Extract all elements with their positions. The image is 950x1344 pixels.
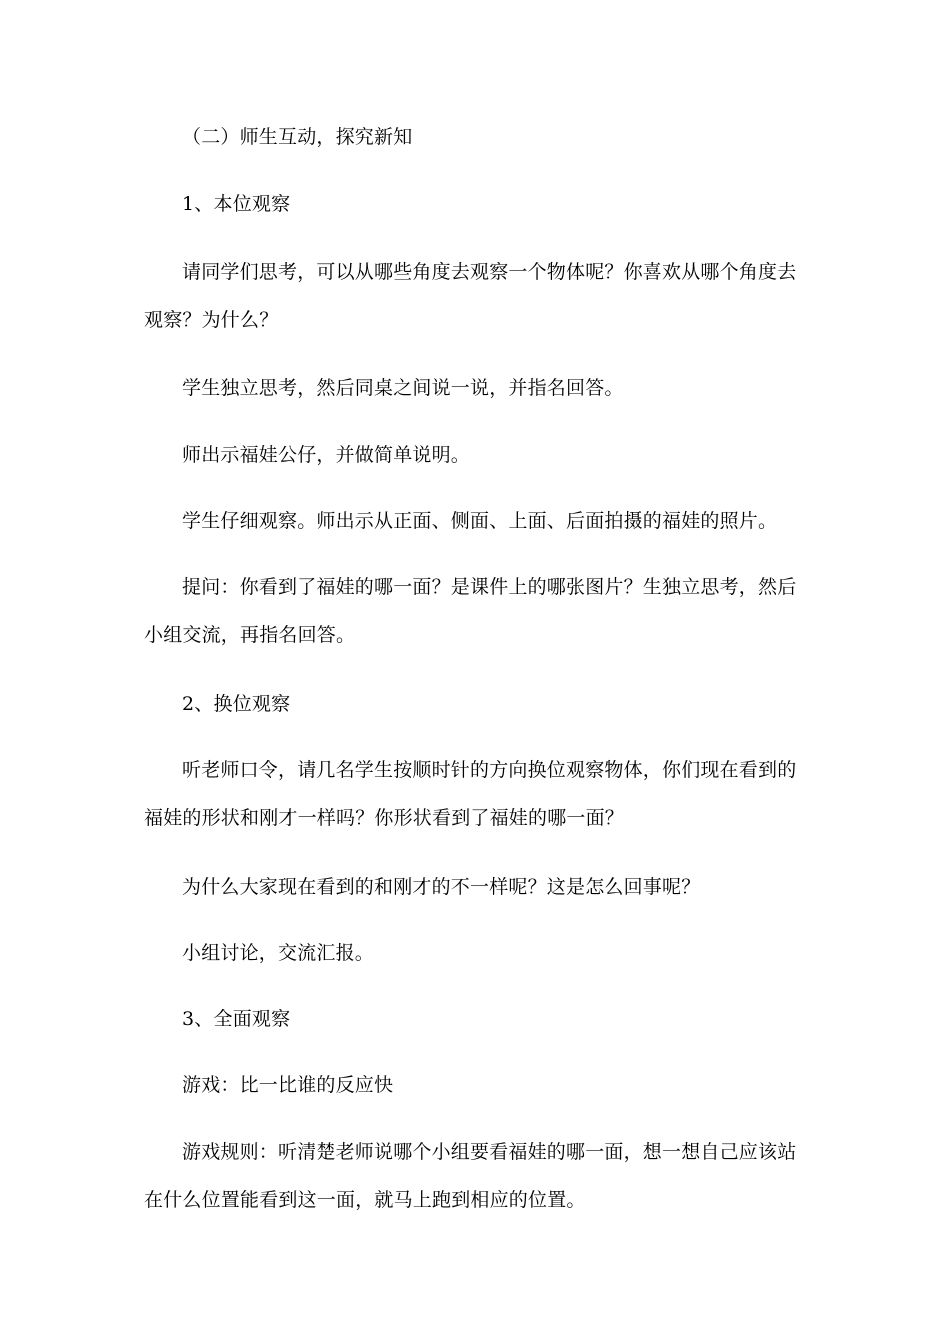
section-heading: （二）师生互动，探究新知 xyxy=(182,126,413,148)
subsection-heading-3: 3、全面观察 xyxy=(182,1008,291,1030)
paragraph-question: 请同学们思考，可以从哪些角度去观察一个物体呢？你喜欢从哪个角度去观察？为什么？ xyxy=(144,261,797,331)
paragraph-student-think: 学生独立思考，然后同桌之间说一说，并指名回答。 xyxy=(182,377,624,399)
paragraph-observe: 学生仔细观察。师出示从正面、侧面、上面、后面拍摄的福娃的照片。 xyxy=(182,510,778,532)
paragraph-rotate: 听老师口令，请几名学生按顺时针的方向换位观察物体，你们现在看到的福娃的形状和刚才一样吗？你形状看到了福娃的哪一面？ xyxy=(144,759,797,829)
paragraph-teacher-show: 师出示福娃公仔，并做简单说明。 xyxy=(182,444,471,466)
paragraph-ask: 提问：你看到了福娃的哪一面？是课件上的哪张图片？生独立思考，然后小组交流，再指名回答。 xyxy=(144,576,797,646)
paragraph-discuss: 小组讨论，交流汇报。 xyxy=(182,942,375,964)
paragraph-game: 游戏：比一比谁的反应快 xyxy=(182,1074,394,1096)
paragraph-game-rules: 游戏规则：听清楚老师说哪个小组要看福娃的哪一面，想一想自己应该站在什么位置能看到这一面，就马上跑到相应的位置。 xyxy=(144,1141,797,1211)
paragraph-why: 为什么大家现在看到的和刚才的不一样呢？这是怎么回事呢？ xyxy=(182,876,701,898)
subsection-heading-1: 1、本位观察 xyxy=(182,193,291,215)
subsection-heading-2: 2、换位观察 xyxy=(182,693,291,715)
